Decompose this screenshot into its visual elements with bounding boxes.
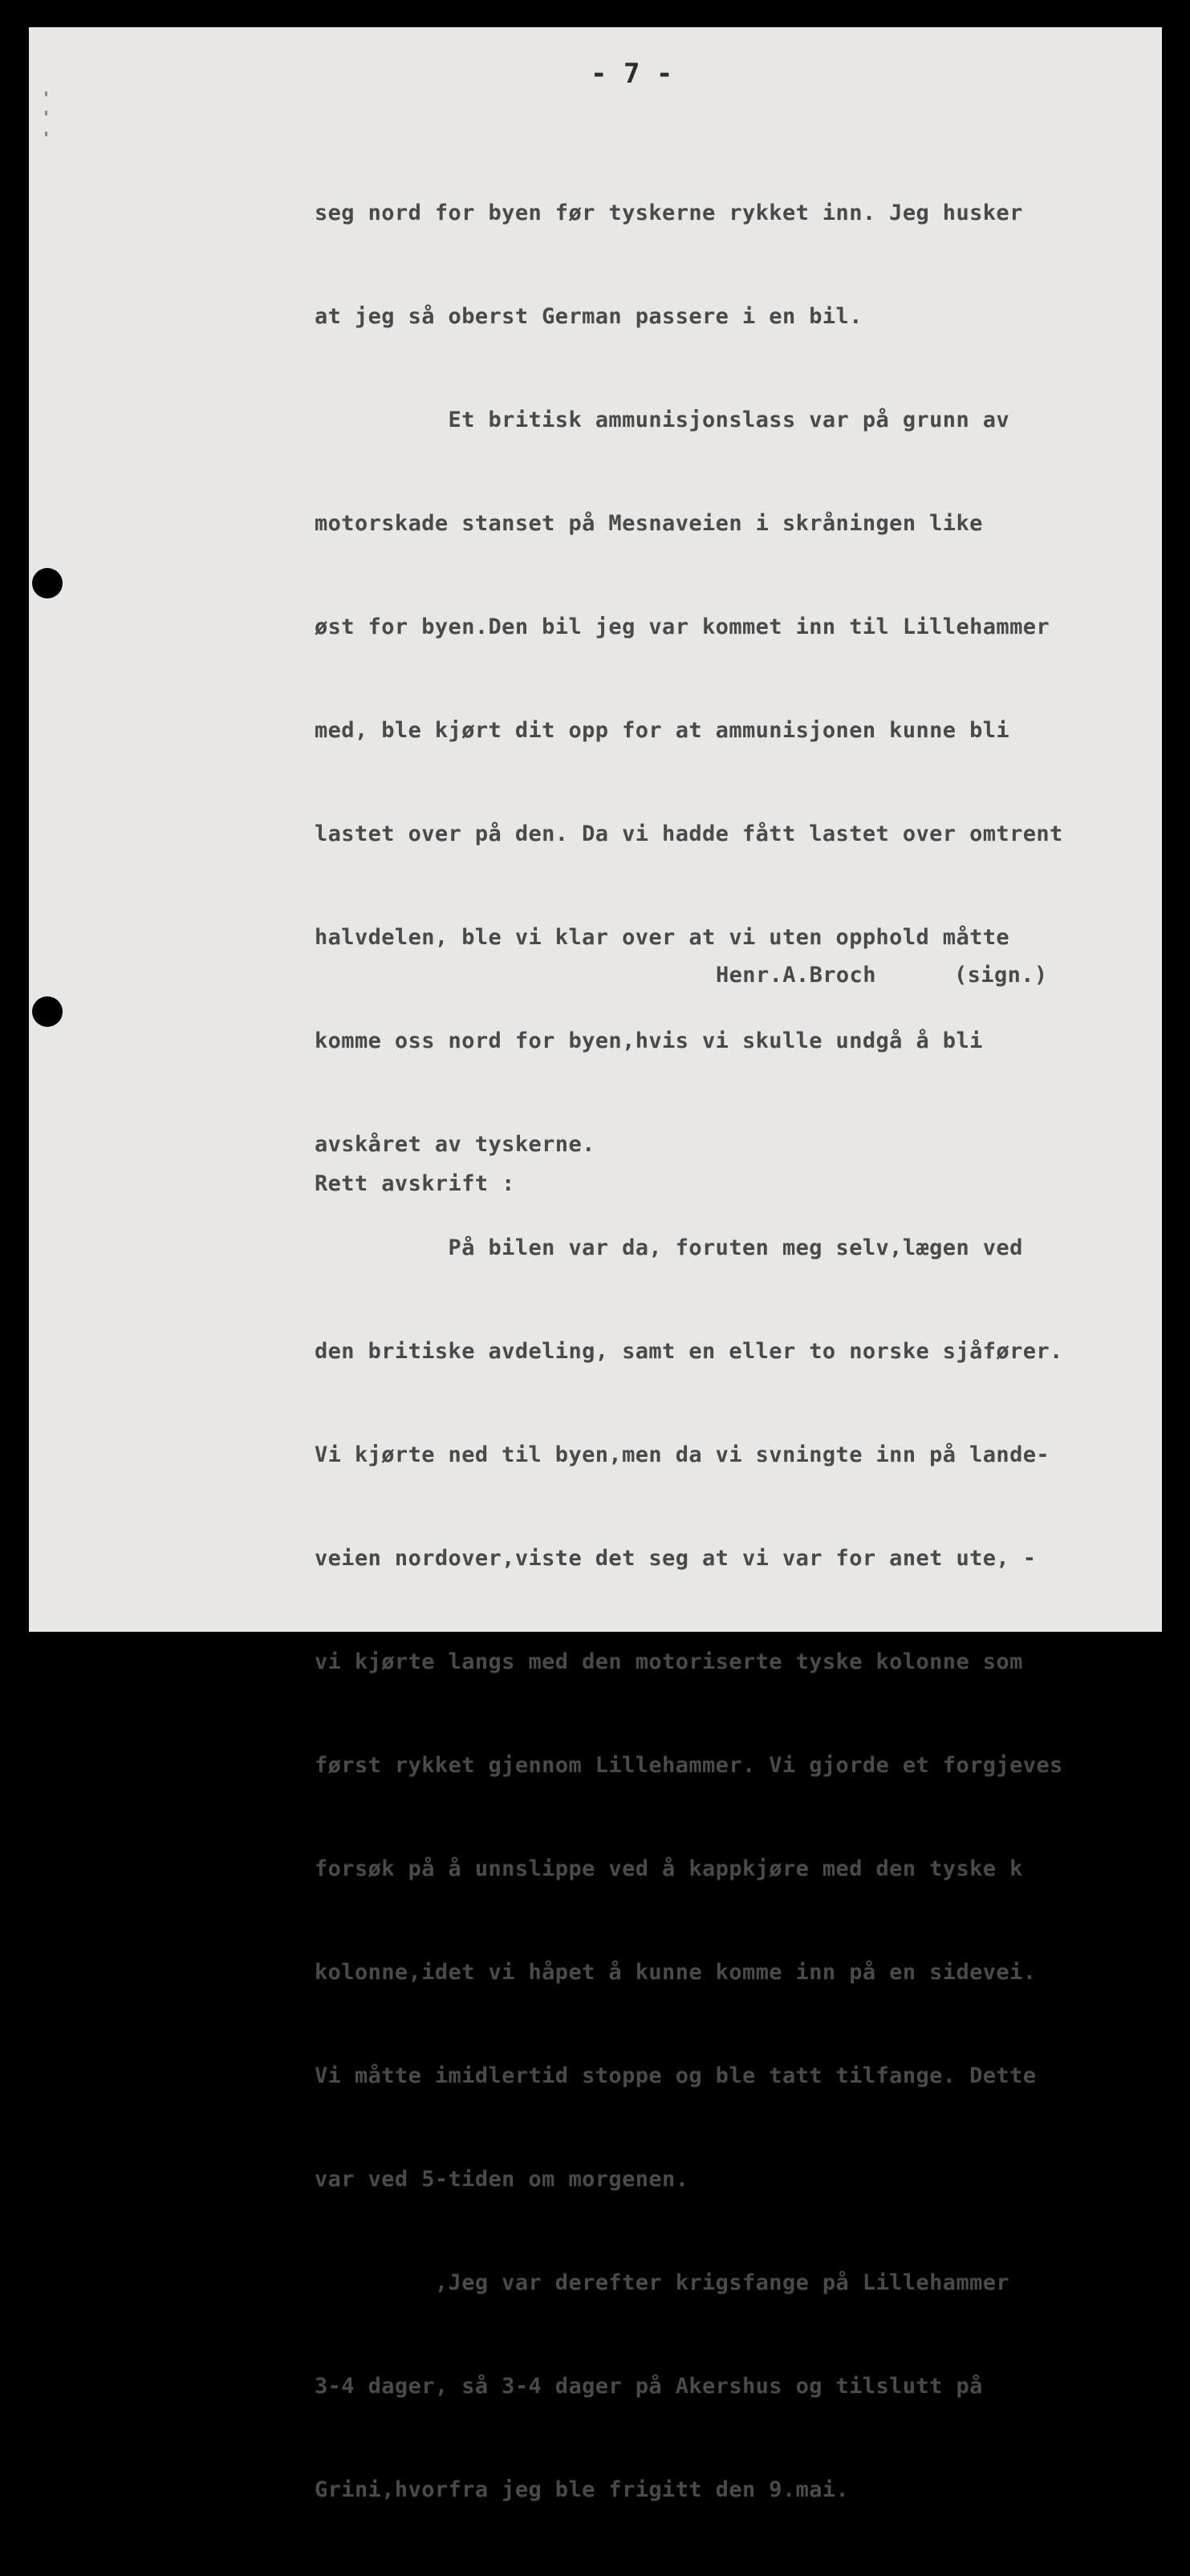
body-line: Vi måtte imidlertid stoppe og ble tatt tilfange. Dette xyxy=(315,2063,1037,2088)
certified-copy-label: Rett avskrift : xyxy=(315,1171,515,1196)
body-line: halvdelen, ble vi klar over at vi uten opphold måtte xyxy=(315,925,1010,950)
body-line: med, ble kjørt dit opp for at ammunisjonen kunne bli xyxy=(315,718,1010,743)
body-line: seg nord for byen før tyskerne rykket inn. Jeg husker xyxy=(315,201,1023,225)
body-line: først rykket gjennom Lillehammer. Vi gjorde et forgjeves xyxy=(315,1753,1063,1778)
body-line: 3-4 dager, så 3-4 dager på Akershus og tilslutt på xyxy=(315,2374,983,2399)
body-line: øst for byen.Den bil jeg var kommet inn til Lillehammer xyxy=(315,615,1050,639)
body-line: at jeg så oberst German passere i en bil. xyxy=(315,304,863,329)
body-line: den britiske avdeling, samt en eller to norske sjåfører. xyxy=(315,1339,1063,1364)
body-line: veien nordover,viste det seg at vi var for anet ute, - xyxy=(315,1546,1037,1571)
body-line: komme oss nord for byen,hvis vi skulle undgå å bli xyxy=(315,1028,983,1053)
body-line: motorskade stanset på Mesnaveien i skråningen like xyxy=(315,511,983,536)
body-line: avskåret av tyskerne. xyxy=(315,1132,595,1157)
signature-note: (sign.) xyxy=(954,963,1048,988)
punch-hole xyxy=(32,996,63,1027)
page-number: - 7 - xyxy=(591,58,673,90)
body-line: forsøk på å unnslippe ved å kappkjøre med den tyske k xyxy=(315,1856,1023,1881)
edge-mark xyxy=(45,111,47,116)
document-page xyxy=(29,27,1162,2502)
body-line: kolonne,idet vi håpet å kunne komme inn på en sidevei. xyxy=(315,1960,1037,1985)
body-line: Et britisk ammunisjonslass var på grunn av xyxy=(315,408,1010,432)
edge-mark xyxy=(45,91,47,96)
punch-hole xyxy=(32,568,63,598)
body-line: lastet over på den. Da vi hadde fått lastet over omtrent xyxy=(315,821,1063,846)
body-line: var ved 5-tiden om morgenen. xyxy=(315,2167,689,2192)
body-line: vi kjørte langs med den motoriserte tyske kolonne som xyxy=(315,1649,1023,1674)
edge-mark xyxy=(45,132,47,136)
body-line: Vi kjørte ned til byen,men da vi svningte inn på lande- xyxy=(315,1442,1050,1467)
body-line: ,Jeg var derefter krigsfange på Lillehammer xyxy=(315,2270,1010,2295)
signature-name: Henr.A.Broch xyxy=(716,963,876,988)
body-line: Grini,hvorfra jeg ble frigitt den 9.mai. xyxy=(315,2477,850,2502)
body-line: På bilen var da, foruten meg selv,lægen ved xyxy=(315,1235,1023,1260)
letter-body xyxy=(315,127,1063,2576)
